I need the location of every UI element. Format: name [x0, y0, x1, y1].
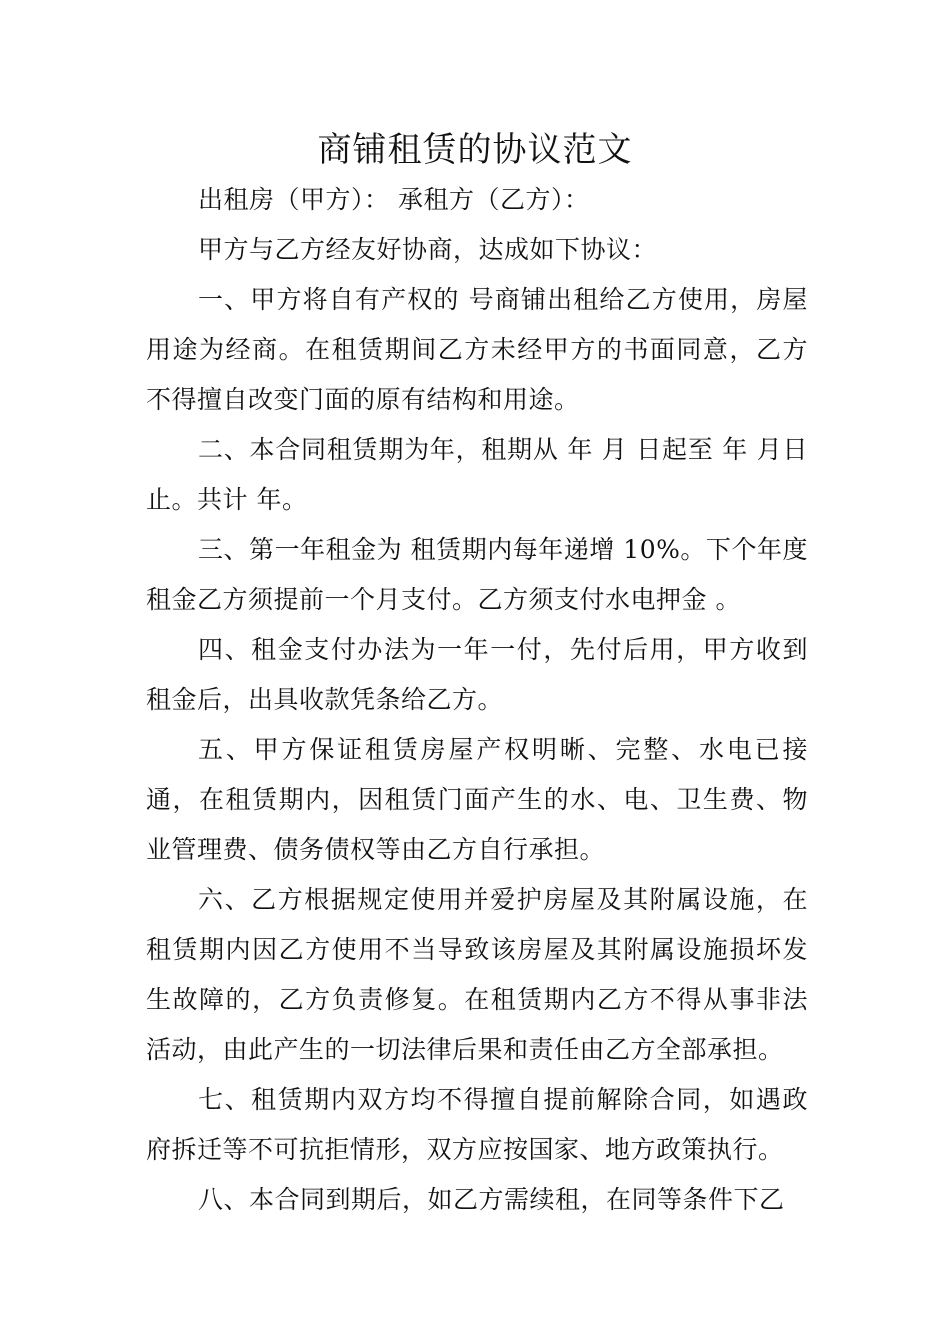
clause-4: 四、租金支付办法为一年一付，先付后用，甲方收到租金后，出具收款凭条给乙方。: [146, 635, 808, 714]
party-line: 出租房（甲方）： 承租方（乙方）：: [198, 185, 590, 214]
clause-2: 二、本合同租赁期为年，租期从 年 月 日起至 年 月日止。共计 年。: [146, 435, 808, 514]
clause-6: 六、乙方根据规定使用并爱护房屋及其附属设施，在租赁期内因乙方使用不当导致该房屋及其附属设施损坏发生故障的，乙方负责修复。在租赁期内乙方不得从事非法活动，由此产生的一切法律后果和责任由乙方全部承担。: [146, 885, 808, 1064]
clause-8: 八、本合同到期后，如乙方需续租，在同等条件下乙: [198, 1185, 785, 1214]
clause-5: 五、甲方保证租赁房屋产权明晰、完整、水电已接通，在租赁期内，因租赁门面产生的水、电、卫生费、物业管理费、债务债权等由乙方自行承担。: [146, 735, 808, 864]
document-body: [146, 175, 808, 1225]
document-title: 商铺租赁的协议范文: [317, 130, 633, 170]
clause-1: 一、甲方将自有产权的 号商铺出租给乙方使用，房屋用途为经商。在租赁期间乙方未经甲方的书面同意，乙方不得擅自改变门面的原有结构和用途。: [146, 285, 808, 414]
clause-3: 三、第一年租金为 租赁期内每年递增 10%。下个年度租金乙方须提前一个月支付。乙方须支付水电押金 。: [146, 535, 808, 614]
intro-paragraph: 甲方与乙方经友好协商，达成如下协议：: [198, 235, 658, 264]
clause-7: 七、租赁期内双方均不得擅自提前解除合同，如遇政府拆迁等不可抗拒情形，双方应按国家、地方政策执行。: [146, 1085, 808, 1164]
